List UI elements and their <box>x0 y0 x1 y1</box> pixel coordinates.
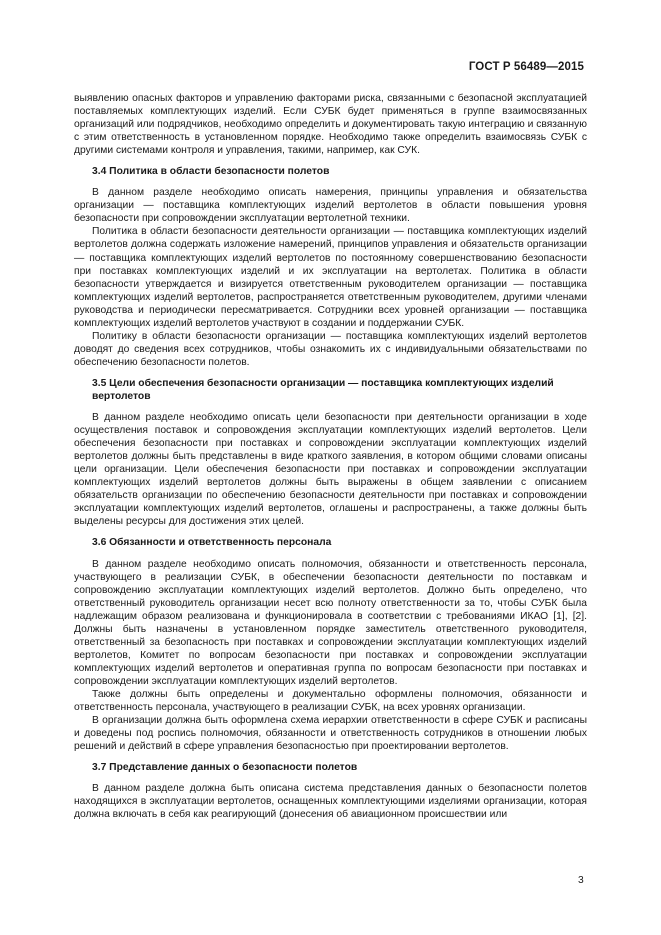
section-heading-3-6: 3.6 Обязанности и ответственность персонала <box>92 537 332 549</box>
paragraph: В данном разделе необходимо описать цели безопасности при деятельности организации в ходе осуществления поставок и сопровождения эксплуатации комплектующих изделий вертолетов. Цели обеспечения безопасности при поставках и сопровождении эксплуатации комплектующих изделий вертолетов должны быть представлены в виде краткого заявления, в котором общими словами описаны цели организации. Цели обеспечения безопасности при поставках и сопровождении эксплуатации комплектующих изделий вертолетов должны быть выражены в общем заявлении с описанием обязательств организации по обеспечению безопасности деятельности при поставках и сопровождении эксплуатации комплектующих изделий вертолетов, оглашены и распространены, а также должны быть выделены ресурсы для достижения этих целей. <box>74 412 587 528</box>
paragraph: Политика в области безопасности деятельности организации — поставщика комплектующих изделий вертолетов должна содержать изложение намерений, принципов управления и обязательств организации — поставщика комплектующих изделий вертолетов по постоянному совершенствованию безопасности при поставках комплектующих изделий и их эксплуатации на вертолетах. Политика в области безопасности утверждается и визируется ответственным руководителем организации — поставщика комплектующих изделий вертолетов, распространяется ответственным руководителем, другими членами руководства и периодически пересматривается. Сотрудники всех уровней организации — поставщика комплектующих изделий вертолетов участвуют в создании и поддержании СУБК. <box>74 226 587 329</box>
section-heading-3-4: 3.4 Политика в области безопасности полетов <box>92 166 330 178</box>
paragraph: Также должны быть определены и документально оформлены полномочия, обязанности и ответственность персонала, участвующего в реализации СУБК, на всех уровнях организации. <box>74 688 587 714</box>
standard-number: ГОСТ Р 56489—2015 <box>468 61 584 73</box>
paragraph: В данном разделе должна быть описана система представления данных о безопасности полетов находящихся в эксплуатации вертолетов, оснащенных комплектующими изделиями организации, которая должна включать в себя как реагирующий (донесения об авиационном происшествии или <box>74 783 587 821</box>
paragraph: В организации должна быть оформлена схема иерархии ответственности в сфере СУБК и расписаны и доведены под роспись полномочия, обязанности и ответственность сотрудников в отношении любых решений и действий в сфере управления безопасностью при проектировании вертолетов. <box>74 715 587 753</box>
paragraph: В данном разделе необходимо описать полномочия, обязанности и ответственность персонала, участвующего в реализации СУБК, в обеспечении безопасности деятельности по поставкам и сопровождению эксплуатации комплектующих изделий вертолетов. Должно быть определено, что ответственный руководитель организации несет всю полноту ответственности за то, чтобы СУБК была надлежащим образом реализована и функционировала в соответствии с требованиями ИКАО [1], [2]. Должны быть назначены в установленном порядке заместитель ответственного руководителя, ответственный за безопасность при поставках и сопровождении эксплуатации комплектующих изделий вертолетов, Комитет по вопросам безопасности при поставках и сопровождении эксплуатации комплектующих изделий вертолетов и оперативная группа по вопросам безопасности при поставках и сопровождении эксплуатации комплектующих изделий вертолетов. <box>74 558 587 687</box>
section-heading-3-7: 3.7 Представление данных о безопасности полетов <box>92 762 358 774</box>
page-number: 3 <box>578 875 584 886</box>
paragraph: В данном разделе необходимо описать намерения, принципы управления и обязательства организации — поставщика комплектующих изделий вертолетов в области повышения уровня безопасности при сопровождении эксплуатации вертолетной техники. <box>74 187 587 225</box>
section-heading-3-5: 3.5 Цели обеспечения безопасности организации — поставщика комплектующих изделий вертолетов <box>92 377 554 402</box>
document-body <box>74 92 587 821</box>
paragraph: Политику в области безопасности организации — поставщика комплектующих изделий вертолетов доводят до сведения всех сотрудников, чтобы ознакомить их с индивидуальными обязательствами по обеспечению безопасности полетов. <box>74 330 587 368</box>
paragraph: выявлению опасных факторов и управлению факторами риска, связанными с безопасной эксплуатацией поставляемых комплектующих изделий. Если СУБК будет применяться в группе взаимосвязанных организаций или подрядчиков, необходимо определить и документировать такую интеграцию и связанную с этим ответственность в установленном порядке. Необходимо также определить взаимосвязь СУБК с другими системами контроля и управления, такими, например, как СУК. <box>74 93 587 157</box>
